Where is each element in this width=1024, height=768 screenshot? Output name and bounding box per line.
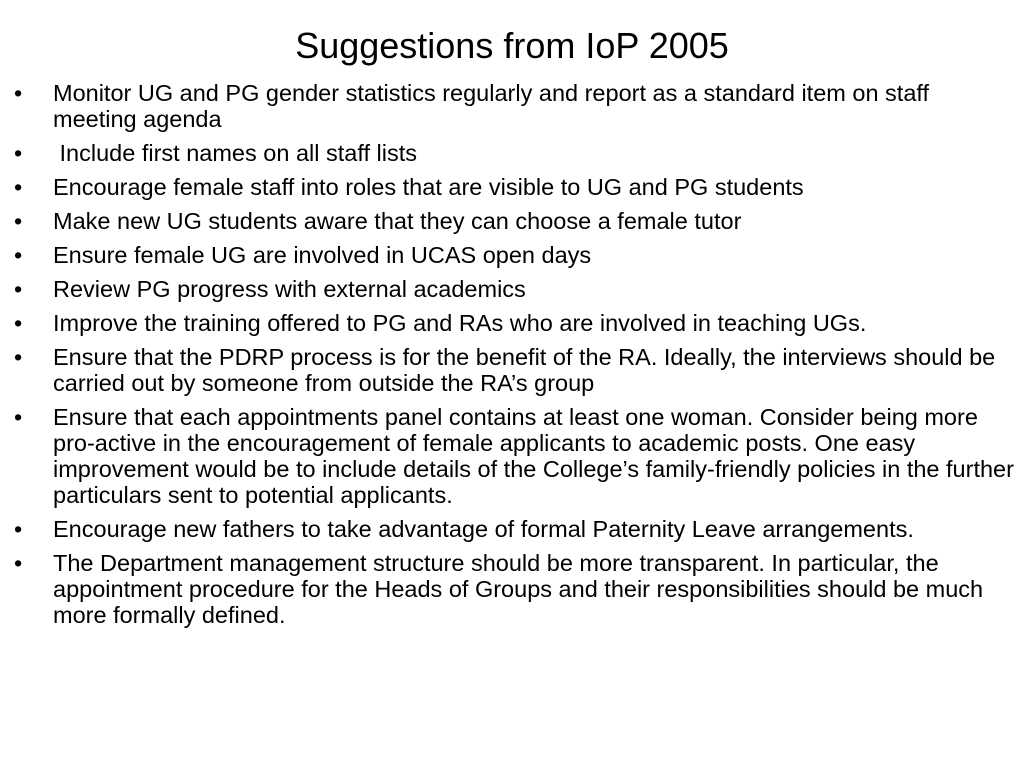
bullet-item-7: [14, 310, 1018, 336]
bullet-icon: •: [14, 174, 23, 200]
bullet-text: Ensure that the PDRP process is for the benefit of the RA. Ideally, the interviews should be carried out by someone from outside the RA’s group: [53, 344, 1002, 396]
bullet-item-8: [14, 344, 1018, 396]
bullet-icon: •: [14, 140, 23, 166]
bullet-text: Encourage female staff into roles that are visible to UG and PG students: [53, 174, 804, 200]
bullet-text: Review PG progress with external academics: [53, 276, 526, 302]
bullet-item-5: [14, 242, 1018, 268]
slide-title: Suggestions from IoP 2005: [295, 25, 729, 66]
bullet-text: Ensure that each appointments panel contains at least one woman. Consider being more pro-active in the encouragement of female applicants to academic posts. One easy improvement would be to include details of the College’s family-friendly policies in the further particulars sent to potential applicants.: [53, 404, 1021, 508]
bullet-item-3: [14, 174, 1018, 200]
bullet-item-4: [14, 208, 1018, 234]
bullet-icon: •: [14, 516, 23, 542]
bullet-item-10: [14, 516, 1018, 542]
bullet-icon: •: [14, 276, 23, 302]
bullet-icon: •: [14, 310, 23, 336]
bullet-item-6: [14, 276, 1018, 302]
bullet-item-1: [14, 80, 1018, 132]
bullet-icon: •: [14, 208, 23, 234]
bullet-text: The Department management structure should be more transparent. In particular, the appointment procedure for the Heads of Groups and their responsibilities should be much more formally defined.: [53, 550, 990, 628]
bullet-icon: •: [14, 404, 23, 430]
bullet-text: Monitor UG and PG gender statistics regularly and report as a standard item on staff meeting agenda: [53, 80, 936, 132]
bullet-item-2: [14, 140, 1018, 166]
bullet-text: Improve the training offered to PG and RAs who are involved in teaching UGs.: [53, 310, 867, 336]
bullet-text: Ensure female UG are involved in UCAS open days: [53, 242, 592, 268]
bullet-icon: •: [14, 344, 23, 370]
bullet-icon: •: [14, 242, 23, 268]
bullet-text: Make new UG students aware that they can choose a female tutor: [53, 208, 742, 234]
bullet-text: Include first names on all staff lists: [53, 140, 417, 166]
bullet-text: Encourage new fathers to take advantage of formal Paternity Leave arrangements.: [53, 516, 914, 542]
bullet-icon: •: [14, 550, 23, 576]
bullet-item-9: [14, 404, 1021, 508]
bullet-list: [14, 80, 1021, 636]
bullet-item-11: [14, 550, 1018, 628]
bullet-icon: •: [14, 80, 23, 106]
